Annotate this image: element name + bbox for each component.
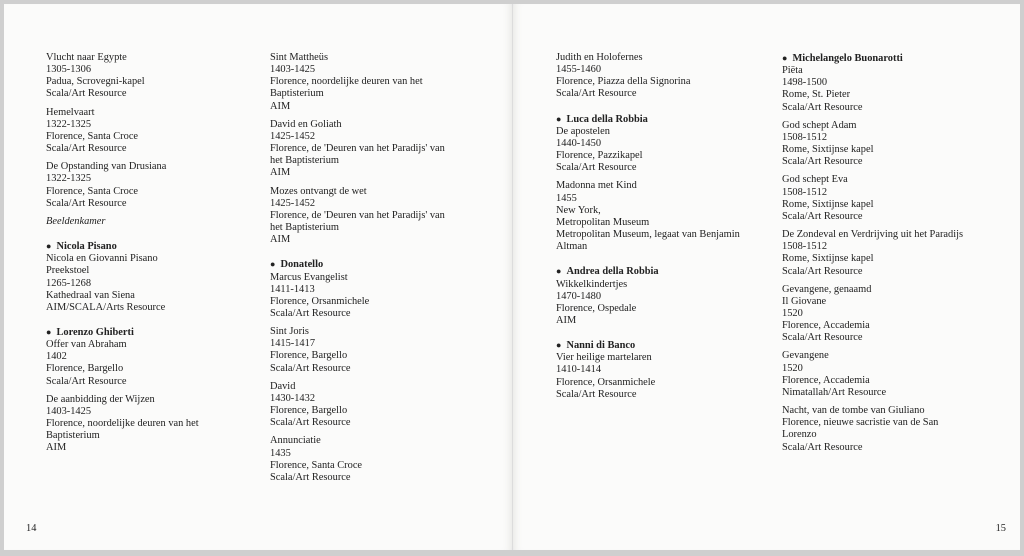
entry-line: Florence, Santa Croce (46, 130, 139, 142)
entry-line: 1430-1432 (270, 392, 316, 404)
artist-name: Luca della Robbia (566, 113, 648, 125)
page-number-right: 15 (995, 523, 1006, 534)
entry-line: God schept Eva (782, 174, 848, 186)
entry-line: Scala/Art Resource (46, 143, 127, 155)
entry-line: 1508-1512 (782, 131, 828, 143)
bullet-icon: ● (556, 266, 562, 277)
entry-line: Florence, noordelijke deuren van het (46, 418, 199, 430)
entry-line: Rome, St. Pieter (782, 89, 851, 101)
bullet-icon: ● (556, 340, 562, 351)
entry-line: Annunciatie (270, 435, 321, 447)
entry-line: De Opstanding van Drusiana (46, 161, 167, 173)
entry-line: 1498-1500 (782, 77, 828, 89)
entry-line: Scala/Art Resource (270, 307, 351, 319)
catalog-entry (270, 119, 506, 180)
entry-line: Sint Joris (270, 326, 309, 338)
entry-line: Baptisterium (46, 430, 100, 442)
entry-line: Scala/Art Resource (46, 375, 127, 387)
catalog-entry (556, 279, 774, 328)
page-number-left: 14 (26, 523, 37, 534)
entry-line: 1520 (782, 307, 803, 319)
entry-line: 1520 (782, 362, 803, 374)
artist-name: Nicola Pisano (56, 241, 117, 253)
entry-line: Florence, de 'Deuren van het Paradijs' van (270, 209, 445, 221)
entry-line: De aanbidding der Wijzen (46, 393, 155, 405)
catalog-entry (46, 52, 256, 101)
catalog-entry (782, 405, 1014, 454)
bullet-icon: ● (46, 326, 52, 337)
catalog-entry (556, 52, 774, 101)
artist-heading (556, 265, 774, 278)
entry-line: Gevangene (782, 350, 829, 362)
entry-line: Florence, Ospedale (556, 302, 637, 314)
artist-name: Nanni di Banco (566, 340, 636, 352)
catalog-entry (556, 352, 774, 401)
entry-line: Vier heilige martelaren (556, 352, 652, 364)
catalog-entry (270, 52, 506, 113)
entry-line: New York, (556, 204, 601, 216)
entry-line: AIM (270, 167, 291, 179)
column-3 (556, 52, 774, 407)
entry-line: Florence, Piazza della Signorina (556, 76, 691, 88)
entry-line: 1470-1480 (556, 290, 602, 302)
entry-line: Madonna met Kind (556, 180, 637, 192)
entry-line: Kathedraal van Siena (46, 289, 135, 301)
entry-line: Scala/Art Resource (46, 88, 127, 100)
entry-line: Florence, Bargello (270, 350, 348, 362)
catalog-entry (556, 180, 774, 253)
catalog-entry (270, 272, 506, 321)
entry-line: Rome, Sixtijnse kapel (782, 198, 874, 210)
entry-line: 1305-1306 (46, 64, 92, 76)
bullet-icon: ● (46, 241, 52, 252)
catalog-entry (782, 350, 1014, 399)
catalog-entry (782, 65, 1014, 114)
artist-heading (46, 326, 256, 339)
catalog-entry (46, 394, 256, 455)
catalog-entry (782, 120, 1014, 169)
entry-line: Rome, Sixtijnse kapel (782, 144, 874, 156)
entry-line: Altman (556, 241, 588, 253)
entry-line: Scala/Art Resource (556, 162, 637, 174)
catalog-entry (782, 284, 1014, 345)
left-page (4, 4, 513, 550)
artist-heading (46, 240, 256, 253)
entry-line: 1425-1452 (270, 197, 316, 209)
entry-line: Nimatallah/Art Resource (782, 386, 887, 398)
entry-line: Florence, Accademia (782, 320, 870, 332)
column-2 (270, 52, 506, 490)
artist-name: Donatello (280, 259, 324, 271)
entry-line: Rome, Sixtijnse kapel (782, 253, 874, 265)
entry-line: 1440-1450 (556, 137, 602, 149)
catalog-entry (556, 126, 774, 175)
entry-line: AIM (46, 442, 67, 454)
entry-line: Metropolitan Museum (556, 216, 650, 228)
catalog-entry (270, 381, 506, 430)
entry-line: Nacht, van de tombe van Giuliano (782, 405, 925, 417)
entry-line: Scala/Art Resource (270, 362, 351, 374)
entry-line: 1455 (556, 192, 577, 204)
entry-line: Offer van Abraham (46, 339, 127, 351)
entry-line: Florence, Pazzikapel (556, 150, 643, 162)
entry-line: De Zondeval en Verdrijving uit het Paradijs (782, 229, 964, 241)
entry-line: Scala/Art Resource (782, 332, 863, 344)
entry-line: 1403-1425 (46, 405, 92, 417)
entry-line: Florence, Orsanmichele (556, 376, 656, 388)
entry-line: Scala/Art Resource (782, 156, 863, 168)
entry-line: 1411-1413 (270, 283, 315, 295)
entry-line: 1402 (46, 351, 67, 363)
entry-line: Scala/Art Resource (782, 101, 863, 113)
entry-line: Judith en Holofernes (556, 52, 643, 63)
catalog-entry (782, 229, 1014, 278)
entry-line: 1508-1512 (782, 241, 828, 253)
entry-line: AIM/SCALA/Arts Resource (46, 301, 166, 313)
entry-line: God schept Adam (782, 119, 857, 131)
entry-line: Florence, Bargello (46, 363, 124, 375)
entry-line: Florence, noordelijke deuren van het (270, 76, 423, 88)
entry-line: Preekstoel (46, 265, 90, 277)
bullet-icon: ● (270, 259, 276, 270)
entry-line: Florence, de 'Deuren van het Paradijs' van (270, 143, 445, 155)
entry-line: Florence, Santa Croce (46, 185, 139, 197)
entry-line: David en Goliath (270, 118, 342, 130)
artist-name: Michelangelo Buonarotti (792, 53, 903, 64)
artist-name: Andrea della Robbia (566, 266, 659, 278)
entry-line: 1415-1417 (270, 338, 316, 350)
entry-line: 1435 (270, 447, 291, 459)
entry-line: Scala/Art Resource (46, 197, 127, 209)
entry-line: Vlucht naar Egypte (46, 52, 127, 63)
artist-name: Lorenzo Ghiberti (56, 326, 134, 338)
entry-line: Florence, Orsanmichele (270, 295, 370, 307)
catalog-entry (270, 435, 506, 484)
catalog-entry (270, 186, 506, 247)
entry-line: Florence, Bargello (270, 405, 348, 417)
entry-line: AIM (556, 314, 577, 326)
entry-line: Gevangene, genaamd (782, 283, 872, 295)
catalog-entry (270, 326, 506, 375)
entry-line: het Baptisterium (270, 155, 339, 167)
column-4 (782, 52, 1014, 460)
entry-line: Scala/Art Resource (782, 210, 863, 222)
entry-line: 1410-1414 (556, 364, 602, 376)
entry-line: 1425-1452 (270, 130, 316, 142)
entry-line: Il Giovane (782, 295, 827, 307)
artist-heading (556, 339, 774, 352)
catalog-entry (782, 174, 1014, 223)
entry-line: Sint Mattheüs (270, 52, 329, 63)
section-title: Beeldenkamer (46, 215, 106, 227)
entry-line: Baptisterium (270, 88, 324, 100)
entry-line: Wikkelkindertjes (556, 278, 628, 290)
entry-line: Metropolitan Museum, legaat van Benjamin (556, 229, 740, 241)
entry-line: 1403-1425 (270, 64, 316, 76)
artist-heading (270, 258, 506, 271)
entry-line: het Baptisterium (270, 222, 339, 234)
entry-line: Florence, nieuwe sacristie van de San (782, 417, 939, 429)
entry-line: Scala/Art Resource (782, 441, 863, 453)
entry-line: 1322-1325 (46, 173, 92, 185)
entry-line: Nicola en Giovanni Pisano (46, 253, 158, 265)
entry-line: Lorenzo (782, 429, 817, 441)
catalog-entry (46, 161, 256, 210)
entry-line: Piëta (782, 65, 803, 77)
entry-line: Marcus Evangelist (270, 271, 348, 283)
entry-line: Padua, Scrovegni-kapel (46, 76, 145, 88)
entry-line: AIM (270, 234, 291, 246)
entry-line: Scala/Art Resource (556, 88, 637, 100)
catalog-entry (46, 339, 256, 388)
entry-line: Scala/Art Resource (270, 417, 351, 429)
entry-line: Florence, Santa Croce (270, 459, 363, 471)
entry-line: Florence, Accademia (782, 374, 870, 386)
entry-line: Scala/Art Resource (556, 388, 637, 400)
artist-heading (782, 52, 1014, 65)
entry-line: 1455-1460 (556, 64, 602, 76)
bullet-icon: ● (556, 113, 562, 124)
right-page (513, 4, 1020, 550)
entry-line: David (270, 380, 296, 392)
bullet-icon: ● (782, 53, 788, 63)
entry-line: 1508-1512 (782, 186, 828, 198)
artist-heading (556, 113, 774, 126)
column-1 (46, 52, 256, 461)
entry-line: AIM (270, 100, 291, 112)
entry-line: De apostelen (556, 125, 610, 137)
entry-line: Mozes ontvangt de wet (270, 185, 367, 197)
entry-line: Scala/Art Resource (270, 471, 351, 483)
catalog-entry (46, 253, 256, 314)
entry-line: Hemelvaart (46, 106, 95, 118)
entry-line: 1322-1325 (46, 118, 92, 130)
entry-line: Scala/Art Resource (782, 265, 863, 277)
entry-line: 1265-1268 (46, 277, 92, 289)
catalog-entry (46, 107, 256, 156)
